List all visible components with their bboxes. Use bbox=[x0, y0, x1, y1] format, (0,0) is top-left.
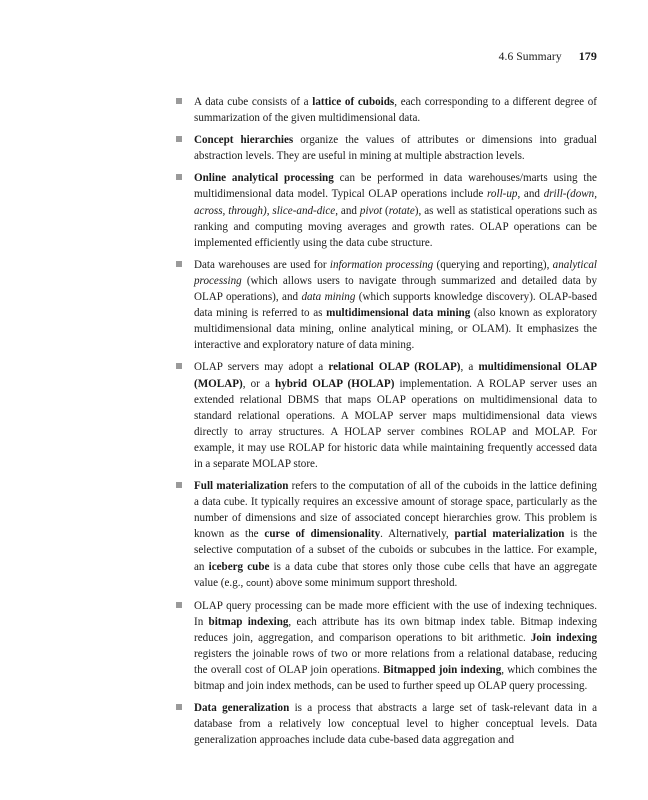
italic-term: pivot bbox=[359, 204, 383, 217]
text-run: Data warehouses are used for bbox=[194, 258, 330, 271]
text-run: (also known as exploratory multidimensional data mining, online analytical mining, or OLAM). It emphasizes the interactive and exploratory nature of data mining. bbox=[194, 307, 597, 352]
text-run: refers to the computation of all of the cuboids in the lattice defining a data cube. It typically requires an excessive amount of storage space, particularly as the number of dimensions and size of associated concept hierarchies grow. This problem is known as the bbox=[194, 480, 597, 541]
running-head bbox=[499, 49, 597, 64]
italic-term: roll-up bbox=[487, 188, 518, 201]
text-run: is a data cube that stores only those cube cells that have an aggregate value (e.g., bbox=[194, 560, 597, 589]
summary-bullet bbox=[176, 700, 597, 748]
section-title: 4.6 Summary bbox=[498, 51, 562, 63]
bold-term: bitmap indexing bbox=[208, 615, 289, 628]
bold-term: Data generalization bbox=[194, 702, 290, 715]
text-run: , a bbox=[460, 361, 479, 374]
text-run: , which combines the bitmap and join index methods, can be used to further speed up OLAP query processing. bbox=[194, 664, 597, 693]
summary-bullet bbox=[176, 598, 597, 695]
bullet-square-icon bbox=[176, 261, 182, 267]
bullet-square-icon bbox=[176, 482, 182, 488]
bold-term: multidimensional data mining bbox=[326, 307, 471, 320]
text-run: (which supports knowledge discovery). OLAP-based data mining is referred to as bbox=[194, 291, 597, 320]
bold-term: lattice of cuboids bbox=[312, 96, 395, 108]
bold-term: multidimensional OLAP (MOLAP) bbox=[194, 361, 597, 390]
summary-bullet bbox=[176, 478, 597, 592]
bullet-square-icon bbox=[176, 136, 182, 142]
italic-term: information processing bbox=[329, 258, 434, 271]
text-run: , and bbox=[335, 204, 360, 217]
bullet-square-icon bbox=[176, 363, 182, 369]
bold-term: hybrid OLAP (HOLAP) bbox=[275, 377, 395, 390]
text-run: is the selective computation of a subset of the cuboids or subcubes in the lattice. For example, an bbox=[194, 528, 597, 573]
text-run: OLAP servers may adopt a bbox=[194, 361, 329, 374]
italic-term: drill-(down, across, through) bbox=[194, 188, 598, 217]
bold-term: Join indexing bbox=[530, 631, 597, 644]
text-run: organize the values of attributes or dimensions into gradual abstraction levels. They are useful in mining at multiple abstraction levels. bbox=[194, 134, 597, 163]
bold-term: Full materialization bbox=[194, 480, 289, 493]
text-run: , and bbox=[517, 188, 544, 201]
summary-bullet bbox=[176, 94, 597, 126]
bullet-square-icon bbox=[176, 174, 182, 180]
summary-bullet bbox=[176, 359, 597, 472]
bold-term: curse of dimensionality bbox=[264, 528, 381, 541]
text-run: , or a bbox=[242, 377, 276, 390]
text-run: implementation. A ROLAP server uses an extended relational DBMS that maps OLAP operations on multidimensional data to standard relational operations. A MOLAP server maps multidimensional data views directly to array structures. A HOLAP server combines ROLAP and MOLAP. For example, it may use ROLAP for historic data while maintaining frequently accessed data in a separate MOLAP store. bbox=[194, 377, 598, 470]
italic-term: analytical processing bbox=[194, 258, 598, 287]
italic-term: rotate bbox=[388, 204, 415, 217]
italic-term: data mining bbox=[301, 291, 356, 304]
bold-term: partial materialization bbox=[454, 528, 565, 541]
text-run: registers the joinable rows of two or more relations from a relational database, reducing the overall cost of OLAP join operations. bbox=[194, 648, 597, 677]
page-number: 179 bbox=[578, 49, 597, 63]
text-run: ( bbox=[382, 204, 389, 217]
bold-term: Bitmapped join indexing bbox=[383, 664, 502, 677]
code-term: count bbox=[246, 577, 270, 589]
text-run: (querying and reporting), bbox=[433, 258, 553, 271]
text-run: , each corresponding to a different degree of summarization of the given multidimensional data. bbox=[194, 96, 597, 125]
summary-bullet bbox=[176, 132, 597, 164]
text-run: ) above some minimum support threshold. bbox=[269, 576, 458, 589]
summary-bullet-list bbox=[176, 94, 597, 755]
bullet-square-icon bbox=[176, 98, 182, 104]
text-run: ), as well as statistical operations such as ranking and computing moving averages and growth rates. OLAP operations can be implemented efficiently using the data cube structure. bbox=[194, 204, 598, 249]
text-run: , bbox=[266, 204, 273, 217]
bullet-square-icon bbox=[176, 602, 182, 608]
text-run: . Alternatively, bbox=[380, 528, 455, 541]
bold-term: Concept hierarchies bbox=[194, 134, 294, 147]
text-run: , each attribute has its own bitmap index table. Bitmap indexing reduces join, aggregation, and comparison operations to bit arithmetic. bbox=[194, 615, 597, 644]
text-run: OLAP query processing can be made more efficient with the use of indexing techniques. In bbox=[194, 599, 597, 628]
bold-term: relational OLAP (ROLAP) bbox=[328, 361, 461, 374]
text-run: can be performed in data warehouses/marts using the multidimensional data model. Typical OLAP operations include bbox=[194, 172, 597, 201]
bold-term: Online analytical processing bbox=[194, 172, 334, 185]
text-run: is a process that abstracts a large set of task-relevant data in a database from a relatively low conceptual level to higher conceptual levels. Data generalization approaches include data cube-based data aggregation and bbox=[194, 702, 597, 747]
text-run: (which allows users to navigate through summarized and detailed data by OLAP operations), and bbox=[194, 274, 597, 304]
text-run: A data cube consists of a bbox=[194, 96, 313, 108]
bold-term: iceberg cube bbox=[208, 560, 270, 573]
summary-bullet bbox=[176, 257, 597, 354]
summary-bullet bbox=[176, 170, 597, 250]
bullet-square-icon bbox=[176, 704, 182, 710]
italic-term: slice-and-dice bbox=[272, 204, 336, 217]
